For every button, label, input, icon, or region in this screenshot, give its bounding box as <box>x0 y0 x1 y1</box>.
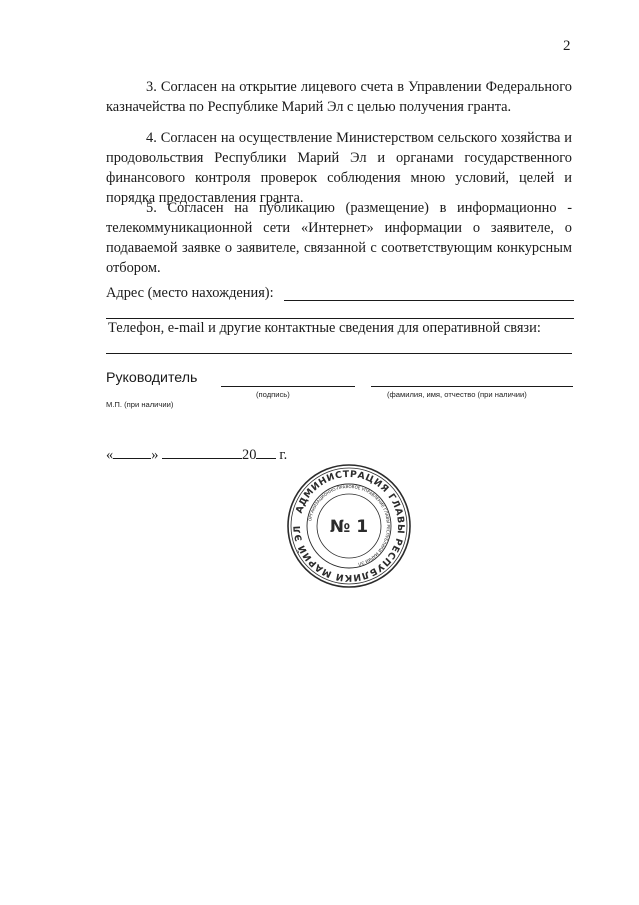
date-month-blank <box>162 446 242 459</box>
paragraph-consent-publication: 5. Согласен на публикацию (размещение) в информационно - телекоммуникационной сети «Интернет» информации о заявителе, о подаваемой заявке о заявителе, связанной с соответствующим конкурсным отбором. <box>106 200 572 276</box>
date-year-suffix: г. <box>279 447 288 463</box>
seal-number: № 1 <box>329 517 369 537</box>
role-label: Руководитель <box>106 370 198 386</box>
name-caption: (фамилия, имя, отчество (при наличии) <box>387 390 527 399</box>
date-day-blank <box>113 446 151 459</box>
paragraph-consent-inspection: 4. Согласен на осуществление Министерством сельского хозяйства и продовольствия Республики Марий Эл и органами государственного финансового контроля проверок соблюдения мною условий, целей и порядка предоставления гранта. <box>106 130 572 206</box>
address-blank-line-1 <box>284 300 574 301</box>
stamp-caption: М.П. (при наличии) <box>106 400 174 409</box>
official-seal <box>285 462 413 590</box>
seal-outer-text: АДМИНИСТРАЦИЯ ГЛАВЫ РЕСПУБЛИКИ МАРИЙ ЭЛ <box>291 468 407 584</box>
paragraph-consent-account: 3. Согласен на открытие лицевого счета в Управлении Федерального казначейства по Республике Марий Эл с целью получения гранта. <box>106 79 572 115</box>
page-number: 2 <box>563 38 571 54</box>
seal-inner-text: ОРГАНИЗАЦИОННО-ПРАВОВОЕ УПРАВЛЕНИЕ ГЛАВЫ РЕСПУБЛИКИ МАРИЙ ЭЛ <box>307 483 392 567</box>
contacts-label: Телефон, e-mail и другие контактные сведения для оперативной связи: <box>108 320 541 336</box>
date-year-prefix: 20 <box>242 447 257 463</box>
address-label: Адрес (место нахождения): <box>106 285 274 301</box>
address-blank-line-2 <box>106 318 574 319</box>
date-year-blank <box>256 446 276 459</box>
contacts-blank-line <box>106 353 572 354</box>
signature-caption: (подпись) <box>256 390 290 399</box>
name-blank-line <box>371 386 573 387</box>
date-open-quote: « <box>106 447 114 463</box>
date-close-quote: » <box>151 447 159 463</box>
date-line <box>106 446 287 464</box>
signature-blank-line <box>221 386 355 387</box>
